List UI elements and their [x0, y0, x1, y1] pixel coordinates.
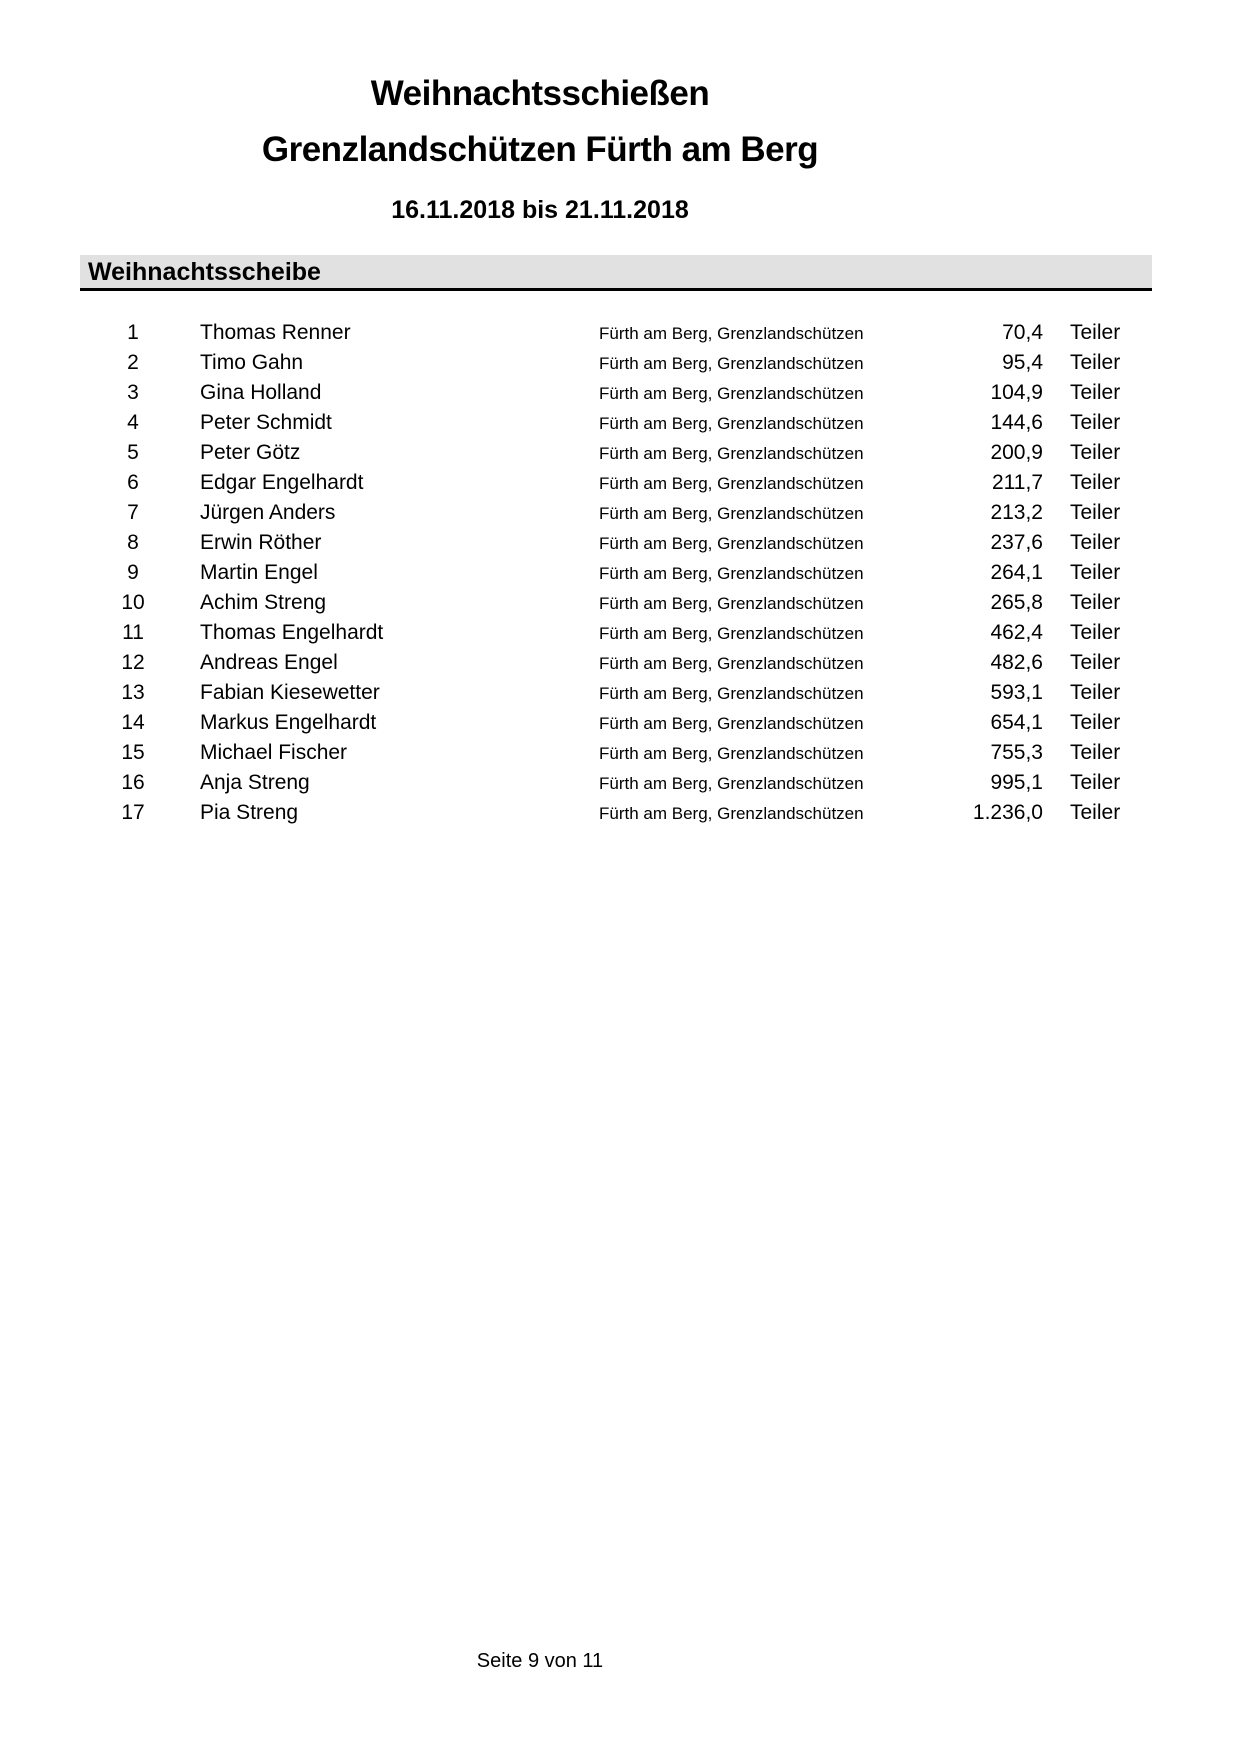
result-row — [80, 738, 1152, 768]
name-cell: Fabian Kiesewetter — [200, 681, 380, 704]
club-cell: Fürth am Berg, Grenzlandschützen — [599, 684, 864, 703]
score-cell: 995,1 — [990, 771, 1043, 794]
unit-cell: Teiler — [1070, 381, 1121, 404]
score-cell: 144,6 — [990, 411, 1043, 434]
name-cell: Markus Engelhardt — [200, 711, 377, 734]
page-title: Weihnachtsschießen — [370, 74, 710, 113]
result-row — [80, 318, 1152, 348]
rank-cell: 15 — [121, 741, 145, 764]
club-cell: Fürth am Berg, Grenzlandschützen — [599, 504, 864, 523]
name-cell: Peter Schmidt — [200, 411, 332, 434]
club-cell: Fürth am Berg, Grenzlandschützen — [599, 534, 864, 553]
unit-cell: Teiler — [1070, 681, 1121, 704]
date-range: 16.11.2018 bis 21.11.2018 — [391, 196, 689, 224]
name-cell: Edgar Engelhardt — [200, 471, 364, 494]
score-cell: 237,6 — [990, 531, 1043, 554]
unit-cell: Teiler — [1070, 501, 1121, 524]
rank-cell: 6 — [127, 471, 139, 494]
rank-cell: 10 — [121, 591, 145, 614]
score-cell: 213,2 — [990, 501, 1043, 524]
unit-cell: Teiler — [1070, 651, 1121, 674]
score-cell: 200,9 — [990, 441, 1043, 464]
score-cell: 265,8 — [990, 591, 1043, 614]
result-row — [80, 618, 1152, 648]
rank-cell: 1 — [127, 321, 139, 344]
rank-cell: 12 — [121, 651, 145, 674]
club-cell: Fürth am Berg, Grenzlandschützen — [599, 654, 864, 673]
page-subtitle: Grenzlandschützen Fürth am Berg — [261, 130, 819, 169]
result-row — [80, 798, 1152, 828]
score-cell: 593,1 — [990, 681, 1043, 704]
result-row — [80, 768, 1152, 798]
result-row — [80, 588, 1152, 618]
score-cell: 1.236,0 — [972, 801, 1043, 824]
club-cell: Fürth am Berg, Grenzlandschützen — [599, 414, 864, 433]
unit-cell: Teiler — [1070, 801, 1121, 824]
name-cell: Anja Streng — [200, 771, 310, 794]
unit-cell: Teiler — [1070, 531, 1121, 554]
unit-cell: Teiler — [1070, 741, 1121, 764]
rank-cell: 13 — [121, 681, 145, 704]
score-cell: 482,6 — [990, 651, 1043, 674]
unit-cell: Teiler — [1070, 321, 1121, 344]
name-cell: Jürgen Anders — [200, 501, 336, 524]
name-cell: Thomas Engelhardt — [200, 621, 384, 644]
unit-cell: Teiler — [1070, 591, 1121, 614]
result-row — [80, 348, 1152, 378]
rank-cell: 14 — [121, 711, 145, 734]
score-cell: 462,4 — [990, 621, 1043, 644]
score-cell: 211,7 — [992, 471, 1043, 494]
rank-cell: 9 — [127, 561, 139, 584]
name-cell: Thomas Renner — [200, 321, 351, 344]
unit-cell: Teiler — [1070, 711, 1121, 734]
score-cell: 95,4 — [1002, 351, 1043, 374]
name-cell: Pia Streng — [200, 801, 299, 824]
unit-cell: Teiler — [1070, 471, 1121, 494]
unit-cell: Teiler — [1070, 621, 1121, 644]
club-cell: Fürth am Berg, Grenzlandschützen — [599, 714, 864, 733]
rank-cell: 8 — [127, 531, 139, 554]
rank-cell: 11 — [122, 621, 144, 644]
unit-cell: Teiler — [1070, 441, 1121, 464]
rank-cell: 16 — [121, 771, 145, 794]
unit-cell: Teiler — [1070, 411, 1121, 434]
page-footer: Seite 9 von 11 — [476, 1650, 604, 1672]
name-cell: Andreas Engel — [200, 651, 338, 674]
unit-cell: Teiler — [1070, 351, 1121, 374]
name-cell: Achim Streng — [200, 591, 327, 614]
result-row — [80, 498, 1152, 528]
score-cell: 264,1 — [990, 561, 1043, 584]
club-cell: Fürth am Berg, Grenzlandschützen — [599, 624, 864, 643]
score-cell: 70,4 — [1002, 321, 1043, 344]
unit-cell: Teiler — [1070, 771, 1121, 794]
rank-cell: 3 — [127, 381, 139, 404]
name-cell: Michael Fischer — [200, 741, 348, 764]
rank-cell: 17 — [121, 801, 145, 824]
result-row — [80, 558, 1152, 588]
club-cell: Fürth am Berg, Grenzlandschützen — [599, 444, 864, 463]
result-row — [80, 468, 1152, 498]
score-cell: 755,3 — [990, 741, 1043, 764]
score-cell: 104,9 — [990, 381, 1043, 404]
result-row — [80, 438, 1152, 468]
name-cell: Gina Holland — [200, 381, 322, 404]
result-row — [80, 678, 1152, 708]
rank-cell: 7 — [127, 501, 139, 524]
result-row — [80, 648, 1152, 678]
result-row — [80, 528, 1152, 558]
club-cell: Fürth am Berg, Grenzlandschützen — [599, 804, 864, 823]
section-header — [80, 255, 1152, 291]
score-cell: 654,1 — [990, 711, 1043, 734]
club-cell: Fürth am Berg, Grenzlandschützen — [599, 744, 864, 763]
name-cell: Martin Engel — [200, 561, 318, 584]
club-cell: Fürth am Berg, Grenzlandschützen — [599, 324, 864, 343]
club-cell: Fürth am Berg, Grenzlandschützen — [599, 354, 864, 373]
club-cell: Fürth am Berg, Grenzlandschützen — [599, 564, 864, 583]
result-row — [80, 408, 1152, 438]
rank-cell: 2 — [127, 351, 139, 374]
rank-cell: 5 — [127, 441, 139, 464]
club-cell: Fürth am Berg, Grenzlandschützen — [599, 774, 864, 793]
result-row — [80, 708, 1152, 738]
club-cell: Fürth am Berg, Grenzlandschützen — [599, 474, 864, 493]
section-title: Weihnachtsscheibe — [88, 258, 321, 286]
rank-cell: 4 — [127, 411, 139, 434]
results-table — [80, 318, 1152, 828]
club-cell: Fürth am Berg, Grenzlandschützen — [599, 594, 864, 613]
result-row — [80, 378, 1152, 408]
name-cell: Erwin Röther — [200, 531, 322, 554]
unit-cell: Teiler — [1070, 561, 1121, 584]
club-cell: Fürth am Berg, Grenzlandschützen — [599, 384, 864, 403]
name-cell: Peter Götz — [200, 441, 301, 464]
name-cell: Timo Gahn — [200, 351, 304, 374]
